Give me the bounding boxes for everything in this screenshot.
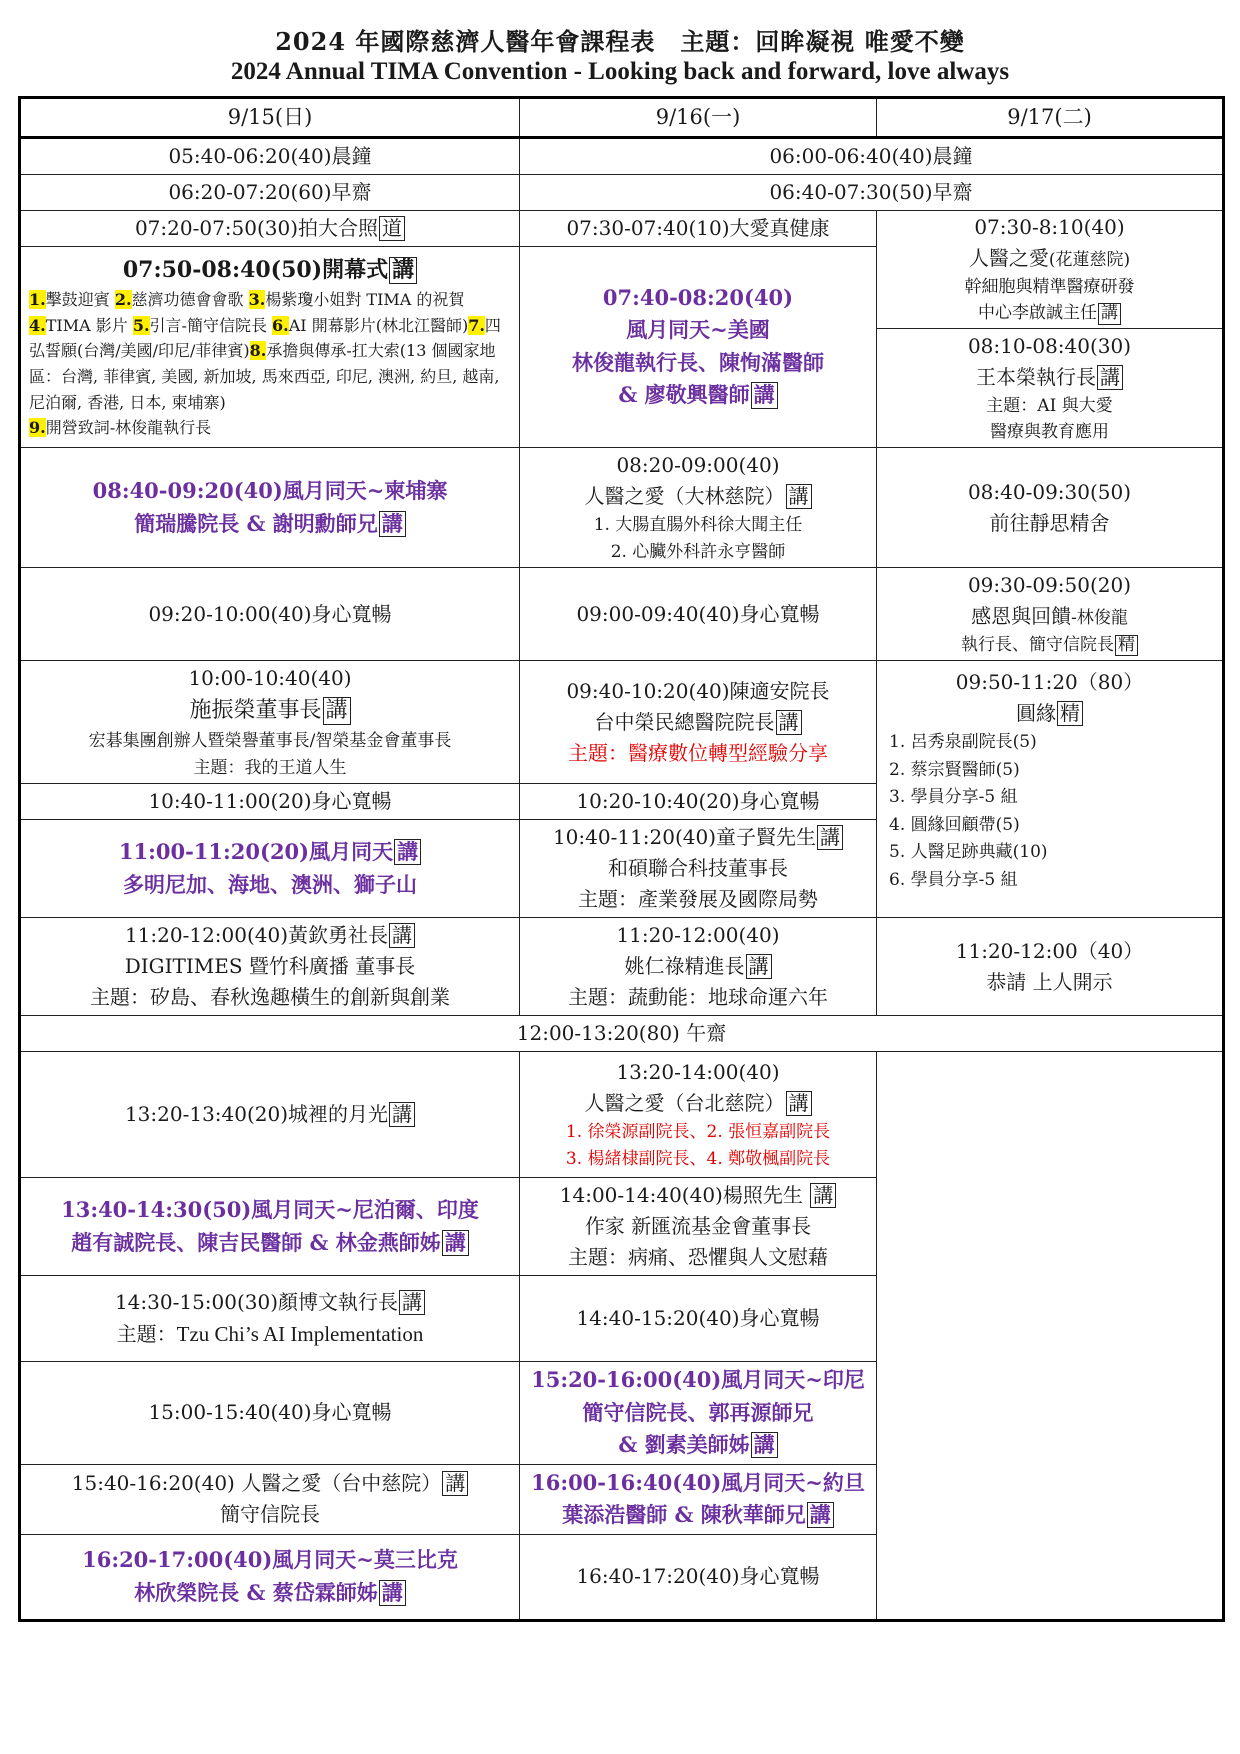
cell-0917-tima-love-hualien: 07:30-8:10(40) 人醫之愛(花蓮慈院) 幹細胞與精準醫療研發 中心李啟誠主任 講 (877, 210, 1224, 328)
cell-0915-yen-powen: 14:30-15:00(30)顏博文執行長 講 主題：Tzu Chi’s AI Implementation (20, 1276, 520, 1362)
day-header-0916: 9/16(一) (520, 98, 877, 138)
cell-0915-group-photo: 07:20-07:50(30)拍大合照 道 (20, 210, 520, 246)
cell-0916-barry-lam: 10:40-11:20(40)童子賢先生 講 和碩聯合科技董事長 主題：產業發展及國際局勢 (520, 820, 877, 918)
dao-tag: 道 (379, 216, 405, 241)
cell-0915-breakfast: 06:20-07:20(60)早齋 (20, 174, 520, 210)
lecture-tag: 講 (786, 484, 812, 509)
lecture-tag: 講 (379, 511, 406, 537)
cell-0916-fengyue-usa: 07:40-08:20(40) 風月同天~美國 林俊龍執行長、陳恂滿醫師 & 廖敬興醫師 講 (520, 246, 877, 448)
cell-0916-yao-renlu: 11:20-12:00(40) 姚仁祿精進長 講 主題：蔬動能：地球命運六年 (520, 918, 877, 1016)
cell-lunch: 12:00-13:20(80) 午齋 (20, 1016, 1224, 1052)
lecture-tag: 講 (817, 825, 843, 850)
lecture-tag: 講 (810, 1183, 836, 1208)
day-header-0917: 9/17(二) (877, 98, 1224, 138)
cell-0915-city-moonlight: 13:20-13:40(20)城裡的月光 講 (20, 1052, 520, 1178)
lecture-tag: 講 (746, 954, 772, 979)
lecture-tag: 講 (751, 382, 778, 408)
cell-0916-stretch-3: 14:40-15:20(40)身心寬暢 (520, 1276, 877, 1362)
cell-0915-stan-shih: 10:00-10:40(40) 施振榮董事長 講 宏碁集團創辦人暨榮譽董事長/智榮基金會董事長 主題：我的王道人生 (20, 661, 520, 784)
cell-0916-chen-shihan: 09:40-10:20(40)陳適安院長 台中榮民總醫院院長 講 主題：醫療數位轉型經驗分享 (520, 661, 877, 784)
cell-0917-jingsi-abode: 08:40-09:30(50) 前往靜思精舍 (877, 448, 1224, 568)
cell-0916-0917-breakfast: 06:40-07:30(50)早齋 (520, 174, 1224, 210)
schedule-table (18, 96, 1225, 1622)
lecture-tag: 講 (807, 1502, 834, 1528)
opening-program-list: 1.擊鼓迎賓 2.慈濟功德會會歌 3.楊紫瓊小姐對 TIMA 的祝賀 4.TIMA 影片 5.引言-簡守信院長 6.AI 開幕影片(林北江醫師)7.四弘誓願(台灣/美國/印尼/菲律賓)8.承擔與傳承-扛大索(13 個國家地區：台灣, 菲律賓, 美國, 新加坡, 馬來西亞, 印尼, 澳洲, 約旦, 越南, 尼泊爾, 香港, 日本, 柬埔寨) 9.開營致詞-林俊龍執行長 (29, 290, 501, 438)
cell-0915-fengyue-cambodia: 08:40-09:20(40)風月同天~柬埔寨 簡瑞騰院長 & 謝明勳師兄 講 (20, 448, 520, 568)
cell-0915-stretch-2: 10:40-11:00(20)身心寬暢 (20, 784, 520, 820)
title-chinese: 2024 年國際慈濟人醫年會課程表 主題：回眸凝視 唯愛不變 (275, 27, 965, 56)
jing-tag: 精 (1115, 635, 1138, 657)
cell-0915-colley-hwang: 11:20-12:00(40)黃欽勇社長 講 DIGITIMES 暨竹科廣播 董事長 主題：矽島、春秋逸趣橫生的創新與創業 (20, 918, 520, 1016)
lecture-tag: 講 (1097, 365, 1123, 390)
cell-0915-stretch: 09:20-10:00(40)身心寬暢 (20, 567, 520, 660)
lecture-tag: 講 (379, 1580, 406, 1606)
lecture-tag: 講 (389, 923, 415, 948)
cell-0917-gratitude: 09:30-09:50(20) 感恩與回饋-林俊龍 執行長、簡守信院長 精 (877, 567, 1224, 660)
lecture-tag: 講 (394, 839, 421, 865)
cell-0916-tima-love-taipei: 13:20-14:00(40) 人醫之愛（台北慈院） 講 1. 徐榮源副院長、2. 張恒嘉副院長 3. 楊緒棣副院長、4. 鄭敬楓副院長 (520, 1052, 877, 1178)
cell-0916-tima-love-dalin: 08:20-09:00(40) 人醫之愛（大林慈院） 講 1. 大腸直腸外科徐大聞主任 2. 心臟外科許永亨醫師 (520, 448, 877, 568)
lecture-tag: 講 (399, 1290, 425, 1315)
cell-0917-wang-penjung: 08:10-08:40(30) 王本榮執行長 講 主題：AI 與大愛 醫療與教育應用 (877, 328, 1224, 448)
cell-0916-0917-morning-bell: 06:00-06:40(40)晨鐘 (520, 137, 1224, 174)
cell-0915-fengyue-dominican: 11:00-11:20(20)風月同天 講 多明尼加、海地、澳洲、獅子山 (20, 820, 520, 918)
cell-0915-fengyue-mozambique: 16:20-17:00(40)風月同天~莫三比克 林欣榮院長 & 蔡岱霖師姊 講 (20, 1534, 520, 1620)
cell-0916-stretch-4: 16:40-17:20(40)身心寬暢 (520, 1534, 877, 1620)
title-english: 2024 Annual TIMA Convention - Looking back and forward, love always (230, 58, 1010, 85)
cell-0916-daai-health: 07:30-07:40(10)大愛真健康 (520, 210, 877, 246)
cell-0916-stretch: 09:00-09:40(40)身心寬暢 (520, 567, 877, 660)
cell-0917-master-teaching: 11:20-12:00（40） 恭請 上人開示 (877, 918, 1224, 1016)
cell-0915-morning-bell: 05:40-06:20(40)晨鐘 (20, 137, 520, 174)
day-header-0915: 9/15(日) (20, 98, 520, 138)
lecture-tag: 講 (776, 710, 802, 735)
lecture-tag: 講 (389, 257, 417, 284)
cell-0915-stretch-3: 15:00-15:40(40)身心寬暢 (20, 1362, 520, 1465)
lecture-tag: 講 (442, 1230, 469, 1256)
cell-0916-stretch-2: 10:20-10:40(20)身心寬暢 (520, 784, 877, 820)
cell-0917-closing-circle: 09:50-11:20（80） 圓緣 精 1. 呂秀泉副院長(5) 2. 蔡宗賢醫師(5) 3. 學員分享-5 組 4. 圓緣回顧帶(5) 5. 人醫足跡典藏(10) 6. 學員分享-5 組 (877, 661, 1224, 918)
lecture-tag: 講 (786, 1091, 812, 1116)
lecture-tag: 講 (1098, 303, 1121, 325)
jing-tag: 精 (1057, 701, 1083, 726)
cell-0916-fengyue-indonesia: 15:20-16:00(40)風月同天~印尼 簡守信院長、郭再源師兄 & 劉素美師姊 講 (520, 1362, 877, 1465)
closing-circle-list: 1. 呂秀泉副院長(5) 2. 蔡宗賢醫師(5) 3. 學員分享-5 組 4. 圓緣回顧帶(5) 5. 人醫足跡典藏(10) 6. 學員分享-5 組 (889, 732, 1048, 890)
lecture-tag: 講 (442, 1471, 468, 1496)
cell-0915-opening-ceremony: 07:50-08:40(50)開幕式 講 1.擊鼓迎賓 2.慈濟功德會會歌 3.楊紫瓊小姐對 TIMA 的祝賀 4.TIMA 影片 5.引言-簡守信院長 6.AI 開幕影片(林北江醫師)7.四弘誓願(台灣/美國/印尼/菲律賓)8.承擔與傳承-扛大索(13 個國家地區：台灣, 菲律賓, 美國, 新加坡, 馬來西亞, 印尼, 澳洲, 約旦, 越南, 尼泊爾, 香港, 日本, 柬埔寨) 9.開營致詞-林俊龍執行長 (20, 246, 520, 448)
cell-0916-fengyue-jordan: 16:00-16:40(40)風月同天~約旦 葉添浩醫師 & 陳秋華師兄 講 (520, 1464, 877, 1534)
lecture-tag: 講 (389, 1102, 415, 1127)
lecture-tag: 講 (323, 697, 351, 724)
cell-0916-yang-chao: 14:00-14:40(40)楊照先生 講 作家 新匯流基金會董事長 主題：病痛、恐懼與人文慰藉 (520, 1178, 877, 1276)
cell-0917-empty (877, 1052, 1224, 1621)
cell-0915-tima-love-taichung: 15:40-16:20(40) 人醫之愛（台中慈院） 講 簡守信院長 (20, 1464, 520, 1534)
cell-0915-fengyue-nepal-india: 13:40-14:30(50)風月同天~尼泊爾、印度 趙有誠院長、陳吉民醫師 & 林金燕師姊 講 (20, 1178, 520, 1276)
lecture-tag: 講 (751, 1432, 778, 1458)
